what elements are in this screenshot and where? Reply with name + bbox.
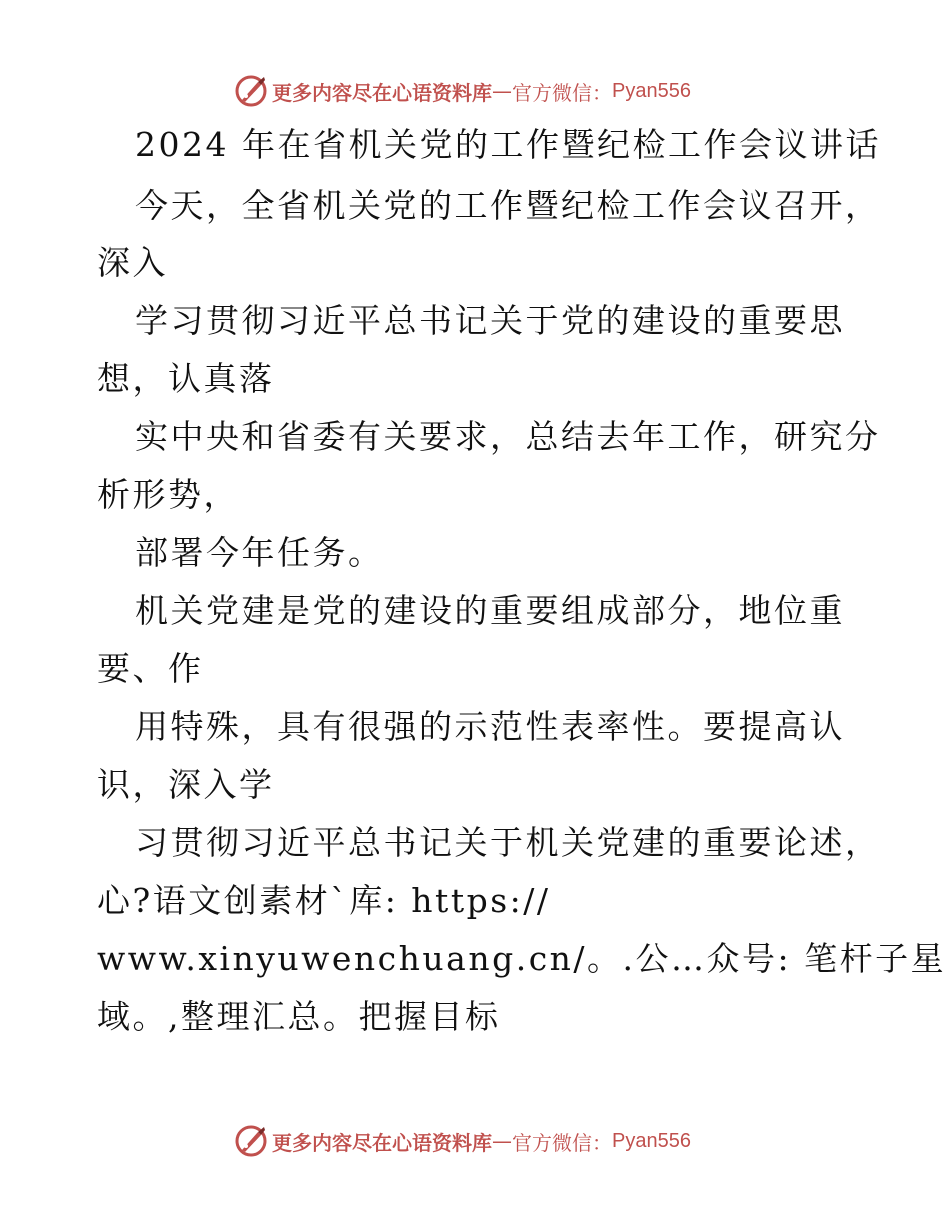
text-line-12: 习贯彻习近平总书记关于机关党建的重要论述， bbox=[135, 823, 881, 862]
text-line-14: www.xinyuwenchuang.cn/。.公…众号: 笔杆子星 bbox=[97, 939, 947, 978]
footer-banner bbox=[0, 1120, 950, 1160]
footer-banner-wechat-label: 官方微信： bbox=[512, 1130, 612, 1155]
text-line-13: 心?语文创素材`库: https:// bbox=[97, 881, 551, 920]
document-title: 2024 年在省机关党的工作暨纪检工作会议讲话 bbox=[135, 125, 881, 164]
footer-banner-content bbox=[234, 1124, 691, 1158]
text-line-8: 机关党建是党的建设的重要组成部分，地位重 bbox=[135, 591, 845, 630]
text-line-9: 要、作 bbox=[97, 649, 204, 688]
text-line-2: 深入 bbox=[97, 243, 168, 282]
footer-banner-separator: — bbox=[492, 1129, 512, 1153]
text-line-4: 想，认真落 bbox=[97, 359, 275, 398]
footer-banner-text: 更多内容尽在心语资料库 bbox=[272, 1130, 492, 1155]
quill-pen-circle-icon bbox=[234, 1124, 268, 1158]
header-banner-wechat-id: Pyan556 bbox=[612, 79, 691, 102]
quill-pen-circle-icon bbox=[234, 74, 268, 108]
header-banner-text: 更多内容尽在心语资料库 bbox=[272, 80, 492, 105]
text-line-5: 实中央和省委有关要求，总结去年工作，研究分 bbox=[135, 417, 881, 456]
header-banner-wechat-label: 官方微信： bbox=[512, 80, 612, 105]
footer-banner-wechat-id: Pyan556 bbox=[612, 1129, 691, 1152]
text-line-6: 析形势， bbox=[97, 475, 239, 514]
header-banner-content bbox=[234, 74, 691, 108]
text-line-15: 域。,整理汇总。把握目标 bbox=[97, 997, 501, 1036]
header-banner-separator: — bbox=[492, 79, 512, 103]
text-line-11: 识，深入学 bbox=[97, 765, 275, 804]
text-line-7: 部署今年任务。 bbox=[135, 533, 384, 572]
text-line-3: 学习贯彻习近平总书记关于党的建设的重要思 bbox=[135, 301, 845, 340]
text-line-1: 今天，全省机关党的工作暨纪检工作会议召开， bbox=[135, 186, 881, 225]
text-line-10: 用特殊，具有很强的示范性表率性。要提高认 bbox=[135, 707, 845, 746]
header-banner bbox=[0, 70, 950, 110]
